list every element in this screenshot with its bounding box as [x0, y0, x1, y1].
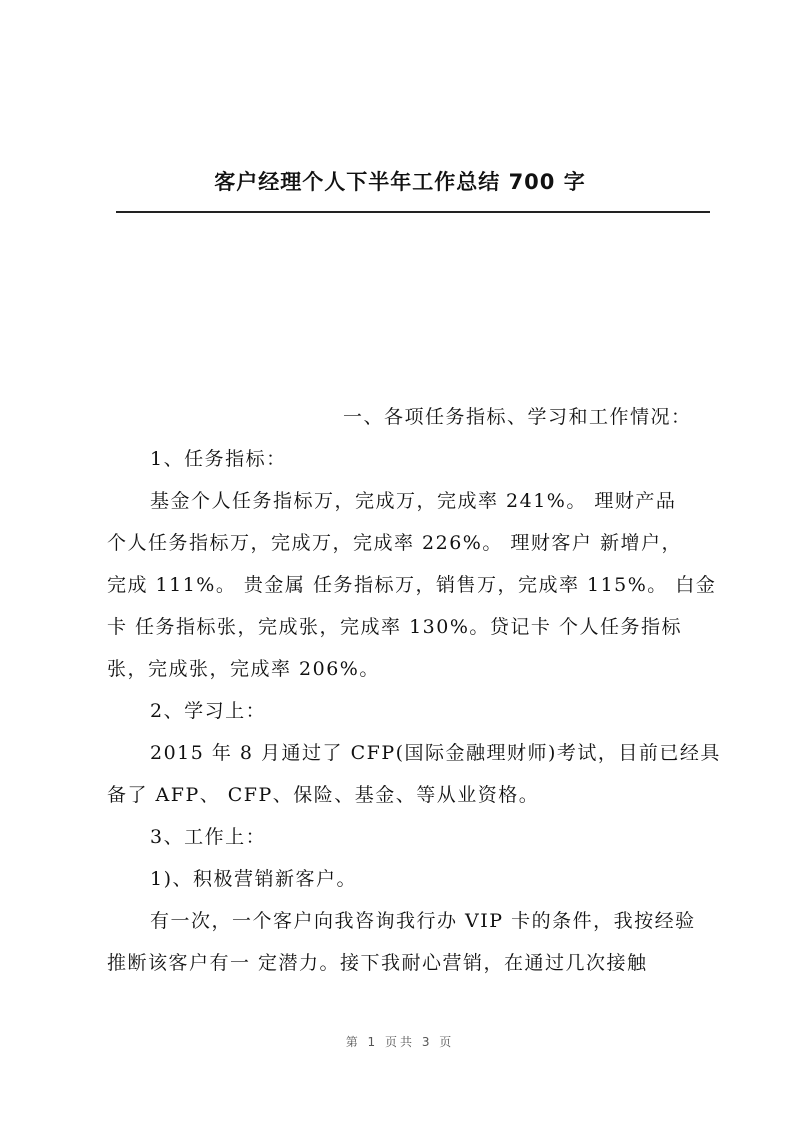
title-divider	[116, 211, 710, 213]
document-title: 客户经理个人下半年工作总结 700 字	[214, 170, 586, 194]
subheading-task-indicators: 1、任务指标：	[150, 448, 287, 470]
paragraph-line: 有一次，一个客户向我咨询我行办 VIP 卡的条件，我按经验	[150, 910, 696, 932]
paragraph-line: 个人任务指标万，完成万，完成率 226%。 理财客户 新增户，	[107, 532, 682, 554]
paragraph-line: 备了 AFP、 CFP、保险、基金、等从业资格。	[107, 784, 540, 806]
subheading-study: 2、学习上：	[150, 700, 267, 722]
paragraph-line: 基金个人任务指标万，完成万，完成率 241%。 理财产品	[150, 490, 677, 512]
section-heading: 一、各项任务指标、学习和工作情况：	[343, 406, 692, 428]
paragraph-line: 完成 111%。 贵金属 任务指标万，销售万，完成率 115%。 白金	[107, 574, 717, 596]
subheading-new-customers: 1)、积极营销新客户。	[150, 868, 358, 890]
subheading-work: 3、工作上：	[150, 826, 267, 848]
page-number-footer: 第 1 页共 3 页	[345, 1035, 455, 1049]
paragraph-line: 2015 年 8 月通过了 CFP(国际金融理财师)考试，目前已经具	[150, 742, 721, 764]
paragraph-line: 卡 任务指标张，完成张，完成率 130%。贷记卡 个人任务指标	[107, 616, 682, 638]
paragraph-line: 张，完成张，完成率 206%。	[107, 658, 380, 680]
paragraph-line: 推断该客户有一 定潜力。接下我耐心营销，在通过几次接触	[107, 952, 648, 974]
